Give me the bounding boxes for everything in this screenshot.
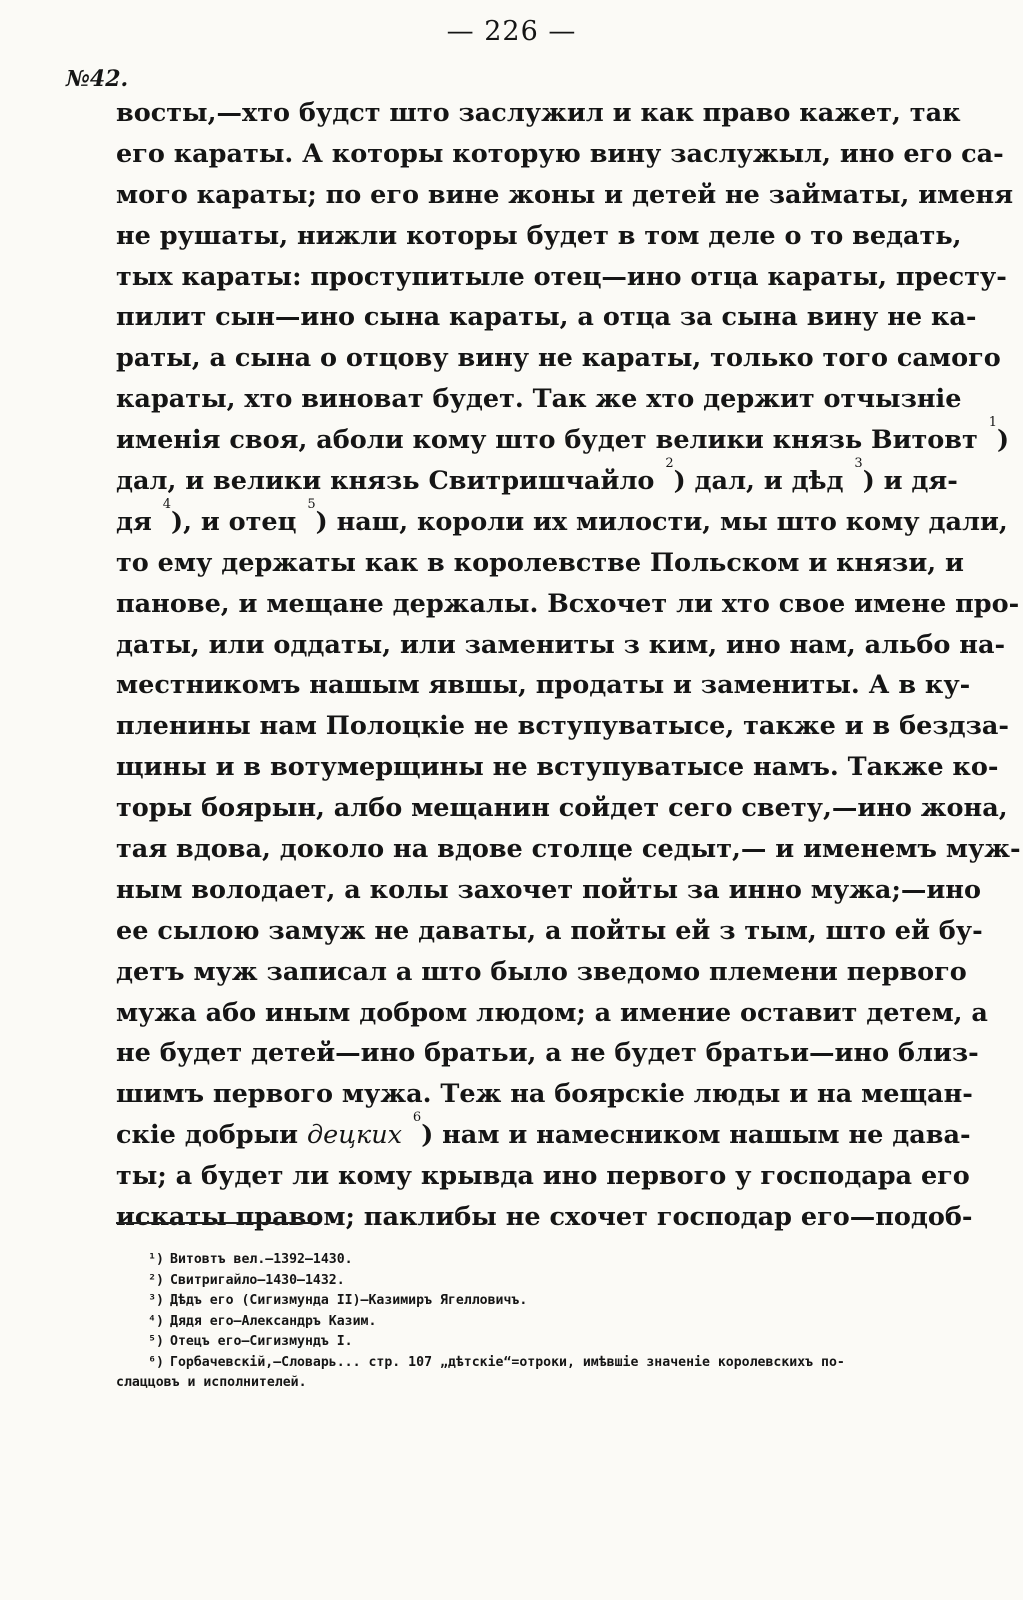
text-segment: )	[997, 425, 1010, 456]
footnote-marker: ⁶)	[148, 1354, 164, 1370]
footnote	[116, 1332, 936, 1353]
text-segment: дал, и велики князь Свитришчайло	[116, 466, 655, 497]
footnotes	[116, 1250, 936, 1394]
footnote-text: Свитригайло—1430—1432.	[170, 1272, 345, 1288]
text-line: тая вдова, доколо на вдове столце седыт,— и именемъ муж-	[116, 834, 1021, 865]
footnote-text: Дѣдъ его (Сигизмунда II)—Казимиръ Ягелловичъ.	[170, 1293, 528, 1308]
footnote	[116, 1250, 936, 1271]
text-line: восты,—хто будст што заслужил и как право кажет, так	[116, 98, 961, 128]
text-line: местникомъ нашым явшы, продаты и замениты. А в ку-	[116, 670, 971, 701]
text-line: то ему держаты как в королевстве Польском и князи, и	[116, 547, 964, 578]
text-line: шимъ первого мужа. Теж на боярскіе люды и на мещан-	[116, 1079, 973, 1110]
text-line: мого караты; по его вине жоны и детей не займаты, именя	[116, 179, 1014, 210]
footnote-ref: 6	[412, 1110, 422, 1126]
text-segment: именія своя, аболи кому што будет велики князь Витовт	[116, 425, 978, 456]
text-line: даты, или оддаты, или замениты з ким, ино нам, альбо на-	[116, 629, 1006, 660]
footnote	[116, 1291, 936, 1312]
footnote-marker: ⁴)	[148, 1313, 164, 1329]
footnote-ref: 2	[665, 456, 674, 472]
footnote-divider	[116, 1222, 318, 1224]
footnote-text: Отецъ его—Сигизмундъ I.	[170, 1334, 353, 1349]
footnote-text: Горбачевскій,—Словарь... стр. 107 „дѣтскіе“=отроки, имѣвшіе значеніе королевскихъ по-	[170, 1354, 845, 1370]
text-line: его караты. А которы которую вину заслужыл, ино его са-	[116, 138, 1004, 169]
text-line: пленины нам Полоцкіе не вступуватысе, также и в бездза-	[116, 711, 1009, 742]
italic-term: децких	[306, 1120, 403, 1151]
page-number: — 226 —	[446, 16, 577, 47]
footnote-text: Дядя его—Александръ Казим.	[170, 1313, 377, 1329]
text-line: раты, а сына о отцову вину не караты, только того самого	[116, 343, 1001, 374]
text-line: ты; а будет ли кому крывда ино первого у господара его	[116, 1161, 970, 1192]
text-segment: ), и отец	[171, 506, 297, 537]
text-line	[116, 1110, 971, 1156]
text-line: ным володает, а колы захочет пойты за инно мужа;—ино	[116, 874, 981, 905]
footnote-ref: 5	[307, 496, 316, 512]
footnote-marker: ³)	[148, 1293, 164, 1308]
text-line: караты, хто виноват будет. Так же хто держит отчызніе	[116, 384, 962, 415]
footnote-ref: 1	[988, 415, 997, 431]
text-line: пилит сын—ино сына караты, а отца за сына вину не ка-	[116, 302, 977, 333]
document-number: №42.	[66, 66, 129, 92]
text-line: тых караты: проступитыле отец—ино отца караты, престу-	[116, 261, 1007, 292]
text-line: не будет детей—ино братьи, а не будет братьи—ино близ-	[116, 1038, 979, 1069]
text-line: панове, и мещане держалы. Всхочет ли хто свое имене про-	[116, 588, 1020, 619]
text-line: детъ муж записал а што было зведомо племени первого	[116, 956, 967, 987]
text-segment: скіе добрыи	[116, 1120, 299, 1151]
footnote	[116, 1353, 936, 1374]
footnote-marker: ⁵)	[148, 1334, 164, 1349]
text-line	[116, 496, 1008, 543]
footnote-ref: 4	[162, 496, 172, 512]
text-line: не рушаты, нижли которы будет в том деле о то ведать,	[116, 220, 962, 251]
footnote-ref: 3	[854, 456, 863, 472]
text-segment: ) наш, короли их милости, мы што кому дали,	[315, 506, 1008, 537]
footnote-continuation: слаццовъ и исполнителей.	[116, 1375, 307, 1390]
text-line	[116, 415, 1010, 461]
text-line: ее сылою замуж не даваты, а пойты ей з тым, што ей бу-	[116, 915, 983, 946]
text-line	[116, 456, 958, 502]
text-segment: ) нам и намесником нашым не дава-	[421, 1120, 971, 1151]
footnote-text: Витовтъ вел.—1392—1430.	[170, 1252, 353, 1267]
text-segment: ) дал, и дѣд	[673, 466, 844, 497]
main-text	[116, 93, 1021, 1238]
text-line: торы боярын, албо мещанин сойдет сего свету,—ино жона,	[116, 793, 1008, 824]
text-segment: дя	[116, 506, 152, 537]
text-line: искаты правом; паклибы не схочет господар его—подоб-	[116, 1202, 973, 1233]
text-line: щины и в вотумерщины не вступуватысе намъ. Также ко-	[116, 752, 999, 783]
footnote-marker: ¹)	[148, 1252, 164, 1267]
text-line: мужа або иным добром людом; а имение оставит детем, а	[116, 997, 988, 1028]
footnote	[116, 1271, 936, 1292]
footnote-marker: ²)	[148, 1272, 164, 1288]
footnote	[116, 1312, 936, 1333]
text-segment: ) и дя-	[862, 466, 958, 497]
